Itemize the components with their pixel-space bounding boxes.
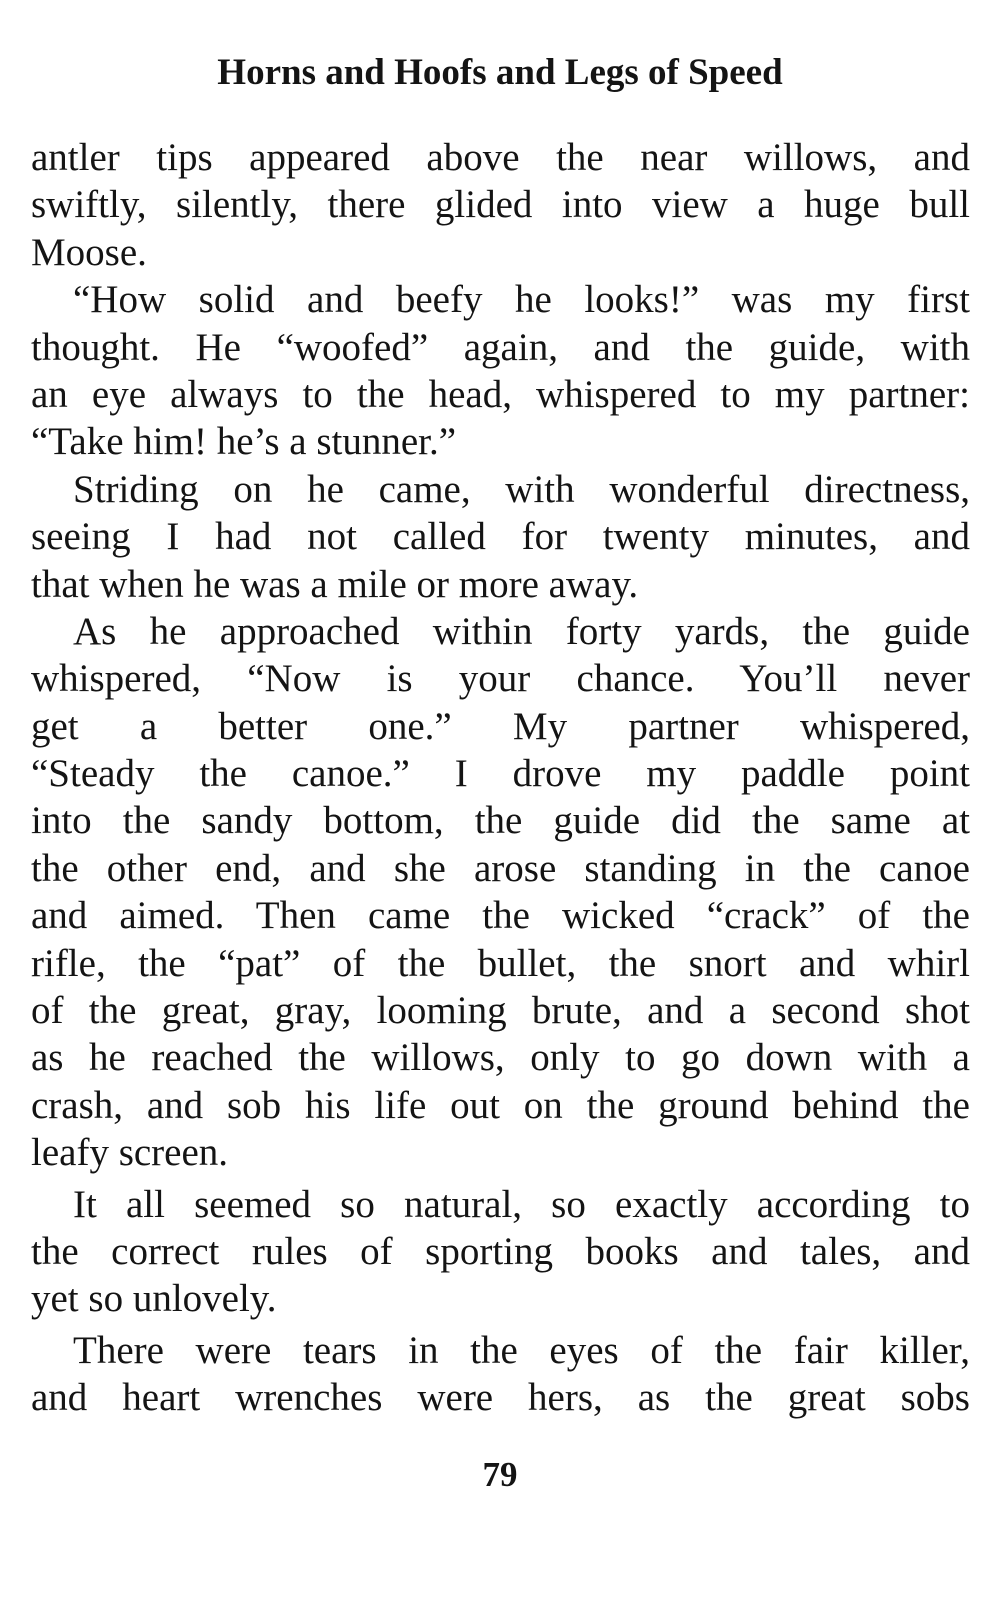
paragraph	[31, 276, 970, 466]
running-head: Horns and Hoofs and Legs of Speed	[217, 52, 783, 93]
text-line: rifle, the “pat” of the bullet, the snort and whirl	[31, 941, 970, 985]
text-line: as he reached the willows, only to go down with a	[31, 1036, 970, 1080]
text-line: There were tears in the eyes of the fair killer,	[73, 1328, 970, 1372]
text-line: and heart wrenches were hers, as the great sobs	[31, 1376, 970, 1420]
text-line: “Steady the canoe.” I drove my paddle point	[31, 752, 970, 796]
text-line: It all seemed so natural, so exactly according to	[73, 1182, 970, 1226]
text-line: yet so unlovely.	[31, 1277, 277, 1321]
text-line: “Take him! he’s a stunner.”	[31, 420, 457, 464]
text-line: thought. He “woofed” again, and the guide, with	[31, 325, 970, 369]
text-line: Moose.	[31, 230, 147, 274]
text-line: seeing I had not called for twenty minutes, and	[31, 515, 970, 559]
page-number: 79	[482, 1455, 518, 1494]
text-line: the other end, and she arose standing in the canoe	[31, 846, 970, 890]
text-line: “How solid and beefy he looks!” was my first	[73, 278, 970, 322]
body-text	[31, 134, 970, 1422]
text-line: Striding on he came, with wonderful directness,	[73, 467, 970, 511]
text-line: the correct rules of sporting books and tales, and	[31, 1229, 970, 1273]
paragraph	[31, 1181, 970, 1323]
paragraph	[31, 608, 970, 1177]
text-line: swiftly, silently, there glided into view a huge bull	[31, 183, 970, 227]
text-line: into the sandy bottom, the guide did the same at	[31, 799, 970, 843]
paragraph	[31, 134, 970, 276]
text-line: an eye always to the head, whispered to my partner:	[31, 372, 970, 416]
text-line: whispered, “Now is your chance. You’ll never	[31, 657, 970, 701]
text-line: of the great, gray, looming brute, and a second shot	[31, 989, 970, 1033]
paragraph	[31, 1327, 970, 1422]
text-line: that when he was a mile or more away.	[31, 562, 639, 606]
text-line: leafy screen.	[31, 1131, 229, 1175]
text-line: and aimed. Then came the wicked “crack” of the	[31, 894, 970, 938]
text-line: crash, and sob his life out on the ground behind the	[31, 1083, 970, 1127]
text-line: As he approached within forty yards, the guide	[73, 609, 970, 653]
text-line: antler tips appeared above the near willows, and	[31, 136, 970, 179]
text-line: get a better one.” My partner whispered,	[31, 704, 970, 748]
paragraph	[31, 466, 970, 608]
